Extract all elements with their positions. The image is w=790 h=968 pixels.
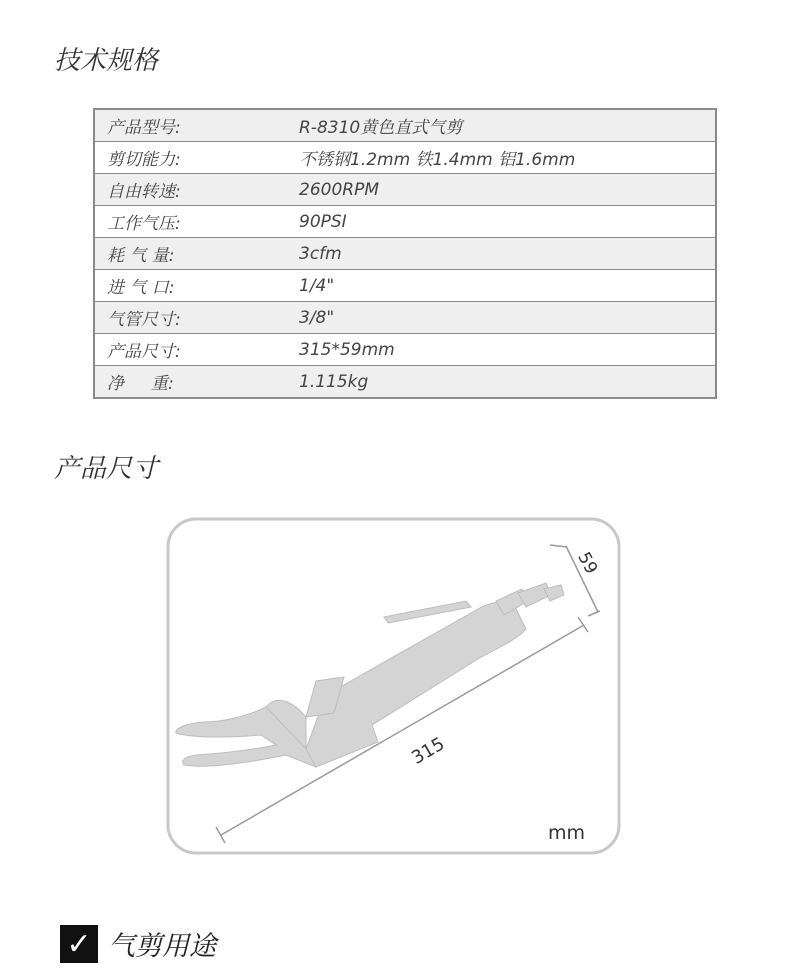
spec-label: 产品型号: (94, 109, 287, 142)
table-row (94, 238, 716, 270)
table-row (94, 302, 716, 334)
spec-value: 3cfm (287, 238, 716, 270)
table-row (94, 142, 716, 174)
spec-value: 2600RPM (287, 174, 716, 206)
table-row (94, 174, 716, 206)
spec-label: 产品尺寸: (94, 334, 287, 366)
spec-label: 剪切能力: (94, 142, 287, 174)
table-row (94, 109, 716, 142)
spec-value: 315*59mm (287, 334, 716, 366)
table-row (94, 366, 716, 399)
table-row (94, 206, 716, 238)
specs-table (93, 108, 717, 399)
spec-label: 气管尺寸: (94, 302, 287, 334)
spec-value: 不锈钢1.2mm 铁1.4mm 铝1.6mm (287, 142, 716, 174)
table-row (94, 270, 716, 302)
width-label: 59 (573, 549, 602, 578)
spec-label: 工作气压: (94, 206, 287, 238)
spec-label: 自由转速: (94, 174, 287, 206)
spec-value: 1/4" (287, 270, 716, 302)
checkmark-icon: ✓ (60, 925, 98, 963)
product-dimension-diagram (166, 517, 621, 855)
spec-label: 耗 气 量: (94, 238, 287, 270)
spec-value: 90PSI (287, 206, 716, 238)
spec-label: 进 气 口: (94, 270, 287, 302)
spec-value: R-8310黄色直式气剪 (287, 109, 716, 142)
usage-title: 气剪用途 (108, 931, 216, 962)
spec-value: 3/8" (287, 302, 716, 334)
specs-title: 技术规格 (54, 46, 159, 76)
length-label: 315 (408, 733, 449, 769)
unit-label: mm (548, 822, 586, 844)
table-row (94, 334, 716, 366)
size-title: 产品尺寸 (54, 454, 159, 484)
spec-label: 净 重: (94, 366, 287, 399)
spec-value: 1.115kg (287, 366, 716, 399)
